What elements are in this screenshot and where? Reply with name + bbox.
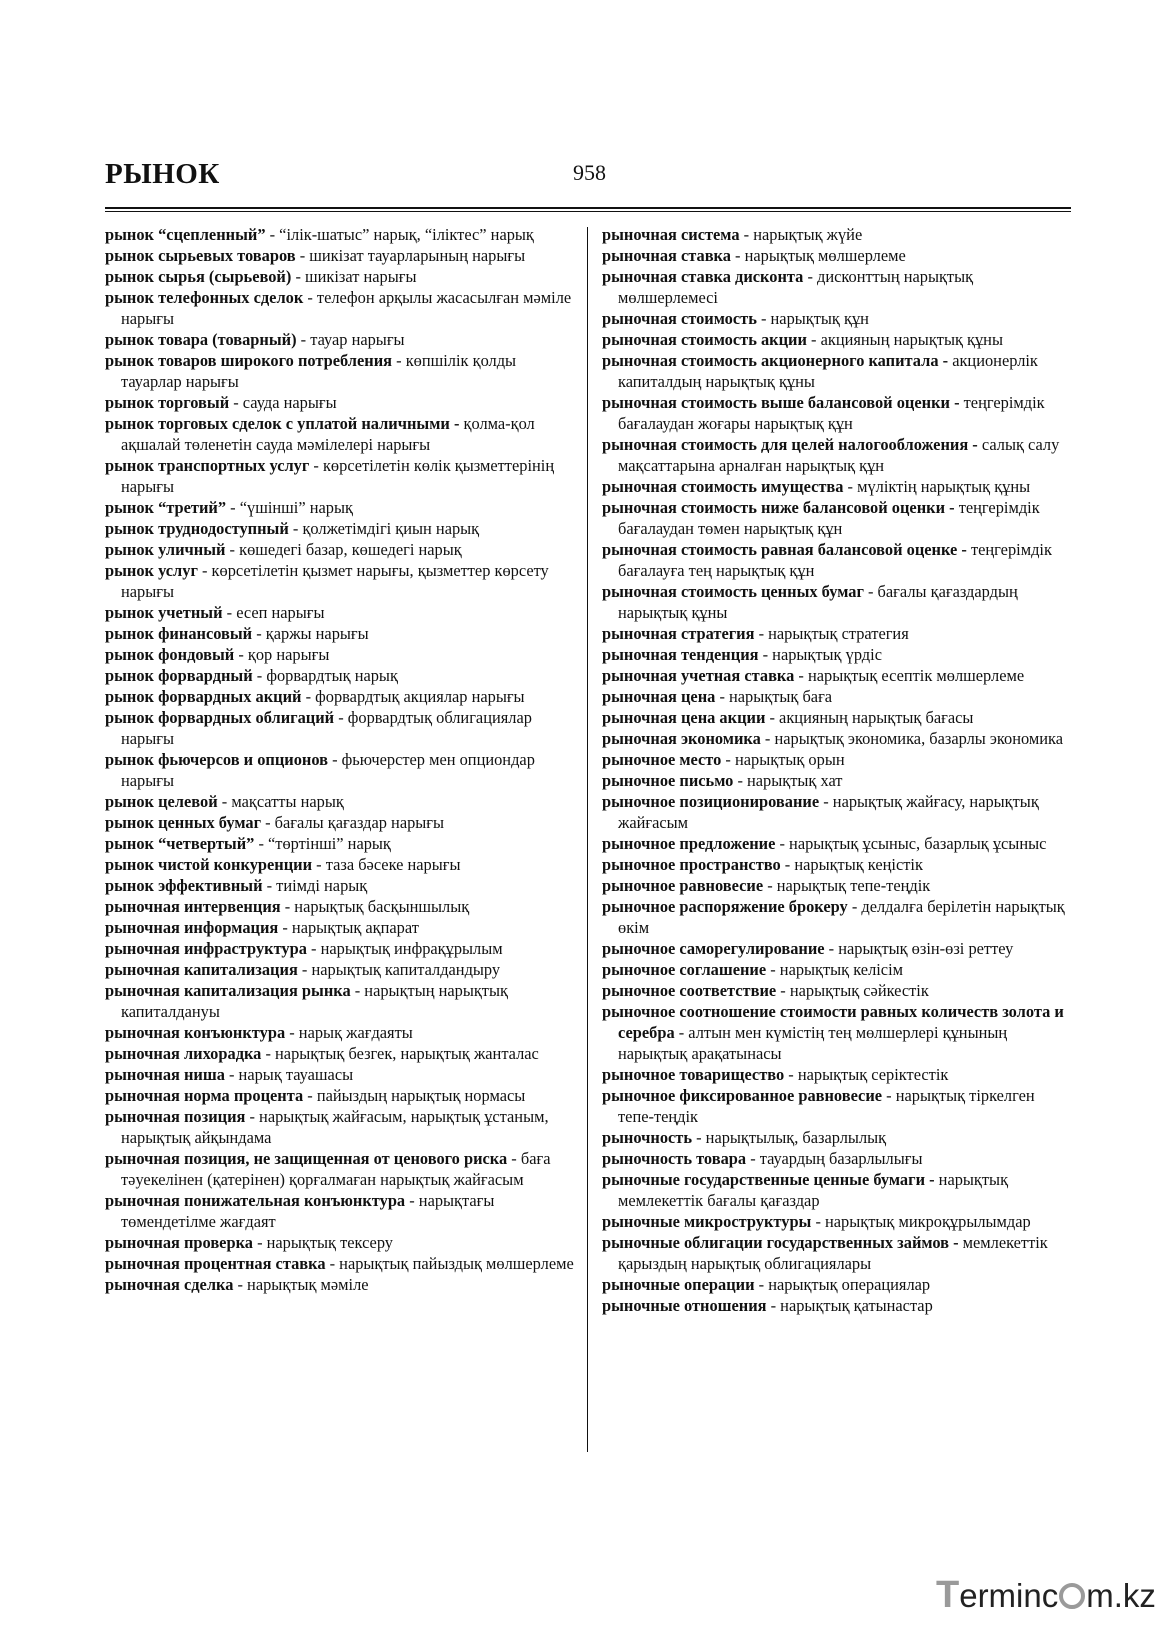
dictionary-entry (105, 959, 579, 980)
entry-term: рыночная капитализация (105, 960, 298, 979)
entry-definition: - баға тәуекелінен (қатерінен) қорғалмаған нарықтық жайғасым (121, 1149, 551, 1189)
dictionary-entry (602, 833, 1074, 854)
entry-definition: - нарықтағы төмендетілме жағдаят (121, 1191, 495, 1231)
entry-definition: - нарықтық пайыздық мөлшерлеме (325, 1254, 574, 1273)
dictionary-entry (602, 1085, 1074, 1127)
entry-term: рынок “сцепленный” (105, 225, 266, 244)
dictionary-entry (602, 707, 1074, 728)
entry-definition: - делдалға берілетін нарықтық өкім (618, 897, 1065, 937)
entry-term: рыночные облигации государственных займов - (602, 1233, 959, 1252)
entry-term: рыночность (602, 1128, 693, 1147)
entry-term: рыночное саморегулирование (602, 939, 825, 958)
dictionary-entry (105, 413, 579, 455)
entry-definition: - нарықтық есептік мөлшерлеме (794, 666, 1025, 685)
entry-term: рыночное позиционирование (602, 792, 820, 811)
entry-term: рынок торговых сделок с уплатой наличными - (105, 414, 460, 433)
dictionary-entry (105, 1022, 579, 1043)
entry-term: рыночная стоимость ценных бумаг (602, 582, 864, 601)
entry-term: рынок эффективный (105, 876, 263, 895)
entry-definition: - форвардтық акциялар нарығы (301, 687, 525, 706)
entry-term: рыночная позиция (105, 1107, 246, 1126)
entry-definition: - тауар нарығы (296, 330, 405, 349)
entry-definition: - көрсетілетін көлік қызметтерінің нарығы (121, 456, 555, 496)
dictionary-entry (602, 1274, 1074, 1295)
dictionary-entry (105, 791, 579, 812)
entry-definition: - нарықтық инфрақұрылым (306, 939, 503, 958)
entry-definition: - есеп нарығы (222, 603, 325, 622)
entry-definition: - нарықтық тіркелген тепе-теңдік (618, 1086, 1035, 1126)
entry-term: рыночная стратегия (602, 624, 755, 643)
dictionary-entry (602, 1064, 1074, 1085)
entry-definition: - нарықтық экономика, базарлы экономика (760, 729, 1064, 748)
page-number: 958 (573, 160, 606, 185)
entry-definition: - шикізат нарығы (291, 267, 417, 286)
entry-term: рынок чистой конкуренции (105, 855, 313, 874)
dictionary-entry (602, 623, 1074, 644)
entry-term: рыночная цена акции (602, 708, 766, 727)
entry-term: рыночная стоимость (602, 309, 757, 328)
entry-term: рыночная лихорадка (105, 1044, 262, 1063)
entry-definition: мемлекеттік қарыздың нарықтық облигациялары (618, 1233, 1048, 1273)
dictionary-entry (602, 980, 1074, 1001)
entry-definition: теңгерімдік бағалаудан жоғары нарықтық құн (618, 393, 1045, 433)
entry-term: рынок учетный (105, 603, 223, 622)
entry-definition: - нарықтық жайғасу, нарықтық жайғасым (618, 792, 1039, 832)
dictionary-entry (602, 1169, 1074, 1211)
dictionary-entry (602, 350, 1074, 392)
entry-definition: - мүліктің нарықтық құны (843, 477, 1031, 496)
entry-term: рыночная понижательная конъюнктура (105, 1191, 406, 1210)
entry-term: рынок “третий” (105, 498, 227, 517)
dictionary-entry (105, 602, 579, 623)
dictionary-entry (105, 875, 579, 896)
entry-term: рынок транспортных услуг (105, 456, 310, 475)
entry-term: рыночная система (602, 225, 740, 244)
dictionary-entry (602, 644, 1074, 665)
dictionary-entry (105, 455, 579, 497)
entry-term: рыночное товарищество (602, 1065, 785, 1084)
dictionary-entry (602, 686, 1074, 707)
entry-definition: - бағалы қағаздардың нарықтық құны (618, 582, 1018, 622)
entry-term: рыночность товара (602, 1149, 747, 1168)
entry-term: рынок торговый (105, 393, 230, 412)
entry-term: рынок сырьевых товаров (105, 246, 296, 265)
dictionary-entry (105, 980, 579, 1022)
entry-term: рыночные операции (602, 1275, 755, 1294)
entry-definition: - нарықтық кеңістік (780, 855, 923, 874)
entry-term: рыночная интервенция (105, 897, 281, 916)
dictionary-entry (105, 1064, 579, 1085)
entry-term: рыночная норма процента (105, 1086, 304, 1105)
dictionary-entry (105, 1253, 579, 1274)
header-rule (105, 207, 1071, 209)
running-head: РЫНОК (105, 158, 220, 190)
dictionary-entry (105, 350, 579, 392)
entry-term: рыночная стоимость для целей налогообложения - (602, 435, 978, 454)
dictionary-entry (602, 1211, 1074, 1232)
entry-definition: - нарықтық безгек, нарықтық жанталас (261, 1044, 539, 1063)
entry-term: рынок форвардных облигаций (105, 708, 335, 727)
entry-term: рынок “четвертый” (105, 834, 255, 853)
entry-term: рыночная стоимость равная балансовой оценке - (602, 540, 967, 559)
entry-term: рыночная учетная ставка (602, 666, 795, 685)
entry-definition: - тауардың базарлылығы (746, 1149, 923, 1168)
entry-term: рыночная стоимость имущества (602, 477, 844, 496)
entry-definition: - нарықтық жүйе (739, 225, 863, 244)
entry-definition: - форвардтық облигациялар нарығы (121, 708, 532, 748)
termincom-logo: Terminc m.kz (936, 1574, 1156, 1616)
entry-definition: - нарықтың нарықтық капиталдануы (121, 981, 508, 1021)
entry-term: рыночное фиксированное равновесие (602, 1086, 883, 1105)
entry-definition: нарықтық мемлекеттік бағалы қағаздар (618, 1170, 1009, 1210)
entry-term: рыночное предложение (602, 834, 776, 853)
dictionary-entry (105, 854, 579, 875)
entry-definition: - акцияның нарықтық бағасы (765, 708, 974, 727)
entry-definition: - нарықтық үрдіс (758, 645, 882, 664)
right-column (602, 224, 1074, 1316)
entry-term: рыночная позиция, не защищенная от ценового риска (105, 1149, 508, 1168)
dictionary-entry (602, 266, 1074, 308)
column-divider (587, 227, 588, 1452)
entry-definition: - акцияның нарықтық құны (806, 330, 1003, 349)
entry-definition: - “төртінші” нарық (254, 834, 391, 853)
entry-definition: - нарықтық баға (715, 687, 833, 706)
dictionary-entry (105, 1190, 579, 1232)
entry-term: рынок фьючерсов и опционов (105, 750, 328, 769)
entry-term: рыночная инфраструктура (105, 939, 307, 958)
dictionary-entry (602, 875, 1074, 896)
dictionary-entry (602, 854, 1074, 875)
dictionary-entry (602, 791, 1074, 833)
entry-term: рыночная ставка (602, 246, 731, 265)
page-header (105, 158, 1071, 198)
entry-definition: - нарықтық серіктестік (784, 1065, 949, 1084)
dictionary-entry (602, 938, 1074, 959)
entry-definition: - сауда нарығы (229, 393, 337, 412)
dictionary-entry (602, 329, 1074, 350)
dictionary-entry (105, 896, 579, 917)
entry-term: рыночное равновесие (602, 876, 764, 895)
dictionary-entry (602, 1127, 1074, 1148)
entry-term: рынок товара (товарный) (105, 330, 297, 349)
entry-definition: - нарықтық тепе-теңдік (763, 876, 931, 895)
dictionary-entry (105, 1274, 579, 1295)
dictionary-entry (105, 812, 579, 833)
entry-term: рыночная проверка (105, 1233, 253, 1252)
entry-definition: - нарықтық тексеру (252, 1233, 393, 1252)
entry-definition: - нарықтық қатынастар (766, 1296, 933, 1315)
entry-definition: - көпшілік қолды тауарлар нарығы (121, 351, 517, 391)
entry-definition: - алтын мен күмістің тең мөлшерлері құнының нарықтық арақатынасы (618, 1023, 1008, 1063)
entry-term: рыночное письмо (602, 771, 734, 790)
entry-term: рыночная информация (105, 918, 279, 937)
entry-term: рыночные микроструктуры (602, 1212, 812, 1231)
entry-definition: - шикізат тауарларының нарығы (295, 246, 526, 265)
entry-definition: - нарықтық операциялар (754, 1275, 931, 1294)
entry-term: рыночная стоимость акционерного капитала - (602, 351, 949, 370)
entry-definition: - “ілік-шатыс” нарық, “іліктес” нарық (265, 225, 534, 244)
left-column (105, 224, 579, 1295)
dictionary-entry (105, 329, 579, 350)
entry-definition: - нарықтық хат (733, 771, 843, 790)
entry-term: рыночные отношения (602, 1296, 767, 1315)
entry-definition: - нарықтық келісім (766, 960, 904, 979)
dictionary-entry (105, 644, 579, 665)
entry-term: рынок телефонных сделок (105, 288, 304, 307)
entry-term: рынок услуг (105, 561, 198, 580)
entry-definition: теңгерімдік бағалауға тең нарықтық құн (618, 540, 1052, 580)
entry-definition: - көшедегі базар, көшедегі нарық (225, 540, 462, 559)
dictionary-entry (105, 497, 579, 518)
entry-definition: салық салу мақсаттарына арналған нарықтық құн (618, 435, 1060, 475)
dictionary-entry (105, 707, 579, 749)
entry-term: рыночная стоимость акции (602, 330, 807, 349)
dictionary-entry (602, 497, 1074, 539)
entry-definition: - қаржы нарығы (252, 624, 369, 643)
entry-definition: - бағалы қағаздар нарығы (261, 813, 445, 832)
entry-definition: - қолжетімдігі қиын нарық (288, 519, 480, 538)
dictionary-entry (105, 665, 579, 686)
entry-definition: теңгерімдік бағалаудан төмен нарықтық құн (618, 498, 1040, 538)
dictionary-entry (105, 938, 579, 959)
entry-term: рынок фондовый (105, 645, 235, 664)
entry-definition: - нарық тауашасы (224, 1065, 354, 1084)
entry-term: рыночное соглашение (602, 960, 767, 979)
dictionary-entry (105, 1106, 579, 1148)
entry-term: рыночная стоимость ниже балансовой оценки - (602, 498, 955, 517)
dictionary-entry (602, 392, 1074, 434)
dictionary-entry (602, 770, 1074, 791)
entry-definition: - нарықтық басқыншылық (280, 897, 470, 916)
dictionary-entry (602, 245, 1074, 266)
entry-term: рыночная тенденция (602, 645, 759, 664)
entry-definition: - нарық жағдаяты (285, 1023, 413, 1042)
entry-definition: - таза бәсеке нарығы (312, 855, 461, 874)
dictionary-entry (105, 287, 579, 329)
entry-definition: - дисконттың нарықтық мөлшерлемесі (618, 267, 974, 307)
entry-term: рыночное пространство (602, 855, 781, 874)
dictionary-entry (105, 392, 579, 413)
entry-definition: - нарықтық жайғасым, нарықтық ұстаным, нарықтық айқындама (121, 1107, 549, 1147)
entry-definition: - нарықтық капиталдандыру (297, 960, 501, 979)
entry-term: рыночное соответствие (602, 981, 777, 1000)
entry-term: рынок форвардных акций (105, 687, 302, 706)
entry-definition: қолма-қол ақшалай төленетін сауда мәмілелері нарығы (121, 414, 535, 454)
entry-definition: - нарықтық орын (721, 750, 845, 769)
entry-definition: - нарықтық мөлшерлеме (730, 246, 906, 265)
entry-term: рыночная цена (602, 687, 716, 706)
dictionary-entry (602, 896, 1074, 938)
entry-definition: - көрсетілетін қызмет нарығы, қызметтер көрсету нарығы (121, 561, 549, 601)
dictionary-entry (105, 623, 579, 644)
entry-definition: - нарықтылық, базарлылық (692, 1128, 887, 1147)
entry-definition: акционерлік капиталдың нарықтық құны (618, 351, 1038, 391)
entry-definition: - телефон арқылы жасасылған мәміле нарығы (121, 288, 572, 328)
dictionary-entry (602, 1148, 1074, 1169)
entry-definition: - нарықтық құн (756, 309, 869, 328)
dictionary-entry (602, 1232, 1074, 1274)
header-rule-thin (105, 211, 1071, 212)
entry-term: рынок целевой (105, 792, 218, 811)
entry-definition: - фьючерстер мен опциондар нарығы (121, 750, 535, 790)
entry-definition: - “үшінші” нарық (226, 498, 353, 517)
entry-term: рыночная капитализация рынка (105, 981, 351, 1000)
dictionary-entry (105, 917, 579, 938)
entry-definition: - қор нарығы (234, 645, 330, 664)
entry-term: рынок форвардный (105, 666, 253, 685)
entry-definition: - нарықтық ақпарат (278, 918, 419, 937)
dictionary-entry (105, 1148, 579, 1190)
entry-term: рыночное соотношение стоимости равных количеств золота и серебра (602, 1002, 1064, 1042)
dictionary-entry (602, 749, 1074, 770)
entry-definition: - нарықтық сәйкестік (776, 981, 929, 1000)
dictionary-entry (602, 539, 1074, 581)
entry-definition: - мақсатты нарық (217, 792, 344, 811)
dictionary-entry (602, 434, 1074, 476)
dictionary-entry (105, 266, 579, 287)
dictionary-entry (105, 833, 579, 854)
dictionary-entry (602, 665, 1074, 686)
entry-term: рынок сырья (сырьевой) (105, 267, 292, 286)
entry-term: рыночная экономика (602, 729, 761, 748)
dictionary-entry (602, 308, 1074, 329)
entry-term: рынок уличный (105, 540, 226, 559)
dictionary-entry (105, 245, 579, 266)
dictionary-entry (602, 1295, 1074, 1316)
dictionary-entry (602, 476, 1074, 497)
dictionary-entry (602, 959, 1074, 980)
entry-definition: - нарықтық өзін-өзі реттеу (824, 939, 1014, 958)
dictionary-entry (602, 581, 1074, 623)
entry-term: рыночная ставка дисконта (602, 267, 804, 286)
entry-definition: - тиімді нарық (262, 876, 368, 895)
entry-term: рынок труднодоступный (105, 519, 289, 538)
dictionary-entry (105, 1043, 579, 1064)
entry-definition: - нарықтық ұсыныс, базарлық ұсыныс (775, 834, 1047, 853)
dictionary-entry (105, 539, 579, 560)
dictionary-entry (105, 1232, 579, 1253)
entry-term: рыночные государственные ценные бумаги - (602, 1170, 935, 1189)
dictionary-entry (105, 1085, 579, 1106)
entry-definition: - нарықтық мәміле (233, 1275, 369, 1294)
dictionary-entry (602, 1001, 1074, 1064)
entry-term: рынок товаров широкого потребления (105, 351, 393, 370)
entry-term: рыночная ниша (105, 1065, 225, 1084)
entry-term: рыночное распоряжение брокеру (602, 897, 848, 916)
entry-term: рыночное место (602, 750, 722, 769)
entry-term: рыночная процентная ставка (105, 1254, 326, 1273)
entry-definition: - пайыздың нарықтық нормасы (303, 1086, 526, 1105)
entry-definition: - нарықтық микроқұрылымдар (811, 1212, 1031, 1231)
dictionary-entry (105, 560, 579, 602)
dictionary-entry (105, 518, 579, 539)
entry-term: рыночная сделка (105, 1275, 234, 1294)
entry-term: рынок финансовый (105, 624, 253, 643)
entry-definition: - форвардтық нарық (252, 666, 398, 685)
entry-term: рынок ценных бумаг (105, 813, 262, 832)
dictionary-entry (105, 749, 579, 791)
dictionary-entry (105, 224, 579, 245)
dictionary-entry (105, 686, 579, 707)
entry-definition: - нарықтық стратегия (754, 624, 909, 643)
entry-term: рыночная конъюнктура (105, 1023, 286, 1042)
dictionary-entry (602, 224, 1074, 245)
entry-term: рыночная стоимость выше балансовой оценки - (602, 393, 960, 412)
dictionary-entry (602, 728, 1074, 749)
